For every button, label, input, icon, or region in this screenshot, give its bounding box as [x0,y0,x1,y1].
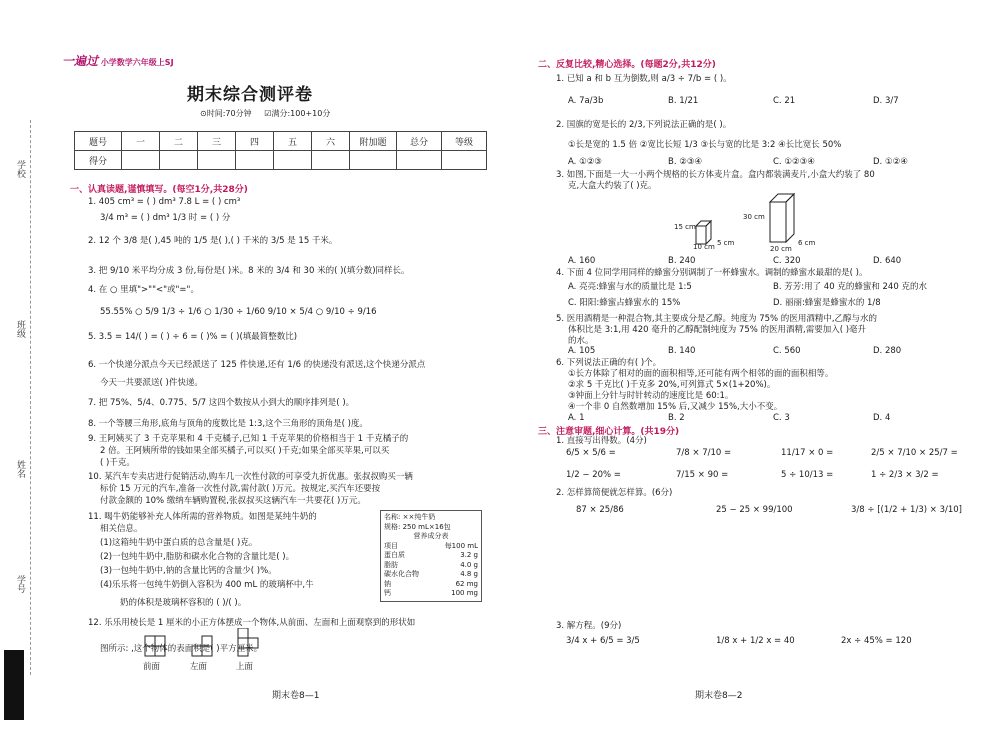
front-view-shape [145,636,165,656]
option-a[interactable]: A. 亮亮:蜂蜜与水的质量比是 1:5 [568,282,692,292]
question-11-4a: (4)乐乐将一包纯牛奶倒入容积为 400 mL 的玻璃杯中,牛 [100,580,314,590]
section-3-heading: 三、注意审题,细心计算。(共19分) [538,427,680,437]
choice-question-4: 4. 下面 4 位同学用同样的蜂蜜分别调制了一杯蜂蜜水。调制的蜂蜜水最甜的是( )。 [556,268,868,278]
statement-1: ①长方体除了相对的面的面积相等,还可能有两个相邻的面的面积相等。 [568,369,834,379]
nutrition-item: 脂肪 [384,560,398,569]
option-d[interactable]: D. 640 [873,256,902,266]
oral-calc-item: 6/5 × 5/6 = [566,448,616,458]
binding-number: 学号 [15,575,25,593]
question-11-3: (3)一包纯牛奶中,钠的含量比钙的含量少( )%。 [100,566,277,576]
section-1-heading: 一、认真读题,谨慎填写。(每空1分,共28分) [70,185,248,195]
question-7: 7. 把 75%、5/4、0.775、5/7 这四个数按从小到大的顺序排列是( )。 [88,398,355,408]
equation-item: 2x ÷ 45% = 120 [841,636,912,646]
score-cell[interactable] [198,151,236,170]
simplify-item: 3/8 ÷ [(1/2 + 1/3) × 3/10] [851,505,962,515]
equation-row [566,636,986,650]
binding-name: 姓名 [15,460,25,478]
nutrition-heading: 营养成分表 [413,532,449,540]
question-10a: 10. 某汽车专卖店进行促销活动,购车几一次性付款的可享受九折优惠。张叔叔购买一辆 [88,472,413,482]
choice-question-1: 1. 已知 a 和 b 互为倒数,则 a/3 ÷ 7/b = ( )。 [556,74,732,84]
simplify-item: 25 − 25 × 99/100 [716,505,793,515]
nutrition-item: 钙 [384,589,391,597]
oral-calc-item: 5 ÷ 10/13 = [781,470,834,480]
score-cell[interactable] [160,151,198,170]
question-10b: 标价 15 万元的汽车,准备一次性付款,需付款( )万元。按规定,买汽车还要按 [100,484,381,494]
score-table-header-row [75,132,487,151]
oral-calc-row-1 [566,448,966,462]
nutrition-value: 每100 mL [444,541,478,550]
option-b[interactable]: B. 芳芳:用了 40 克的蜂蜜和 240 克的水 [773,282,927,292]
option-b[interactable]: B. 2 [668,413,685,423]
choice-options-3 [568,256,948,268]
question-12a: 12. 乐乐用棱长是 1 厘米的小正方体摆成一个物体,从前面、左面和上面观察到的形状如 [88,618,416,628]
nutrition-row [384,551,478,561]
full-score: ☑满分:100+10分 [264,109,331,118]
section-2-heading: 二、反复比较,精心选择。(每题2分,共12分) [538,60,716,70]
view-label-left: 左面 [190,662,208,672]
option-a[interactable]: A. ①②③ [568,157,602,167]
brand-logo: 一遍过 [62,54,99,68]
question-3: 3. 把 9/10 米平均分成 3 份,每份是( )米。8 米的 3/4 和 30 米的( )(填分数)同样长。 [88,266,410,276]
question-11a: 11. 喝牛奶能够补充人体所需的营养物质。如图是某纯牛奶的 [88,512,317,522]
oral-calc-item: 11/17 × 0 = [781,448,834,458]
choice-options-2 [568,157,948,169]
option-c[interactable]: C. 阳阳:蜂蜜占蜂蜜水的 15% [568,298,681,308]
option-b[interactable]: B. ②③④ [668,157,703,167]
score-cell[interactable] [350,151,397,170]
question-4: 4. 在 ○ 里填">""<"或"="。 [88,285,199,295]
oral-calc-item: 7/15 × 90 = [676,470,729,480]
statement-4: ④一个非 0 自然数增加 15% 后,又减少 15%,大小不变。 [568,402,783,412]
score-header: 三 [198,132,236,151]
score-cell[interactable] [442,151,487,170]
option-d[interactable]: D. 丽丽:蜂蜜是蜂蜜水的 1/8 [773,298,881,308]
oral-calc-item: 7/8 × 7/10 = [676,448,732,458]
option-c[interactable]: C. 560 [773,346,801,356]
left-view-shape [192,636,212,656]
question-1b: 3/4 m³ = ( ) dm³ 1/3 时 = ( ) 分 [100,213,231,223]
question-9c: ( )千克。 [100,458,135,468]
box-label: 30 cm [743,213,765,221]
question-4-items: 55.55% ○ 5/9 1/3 ÷ 1/6 ○ 1/30 ÷ 1/60 9/10 × 5/4 ○ 9/10 ÷ 9/16 [100,307,377,317]
nutrition-item: 钠 [384,579,391,588]
score-cell[interactable] [122,151,160,170]
nutrition-row [384,542,478,552]
nutrition-value: 4.0 g [460,560,478,569]
score-header: 二 [160,132,198,151]
option-b[interactable]: B. 240 [668,256,696,266]
question-11b: 相关信息。 [100,524,143,534]
oral-calc-item: 2/5 × 7/10 × 25/7 = [871,448,958,458]
option-b[interactable]: B. 140 [668,346,696,356]
brand-header [62,52,174,69]
choice-question-2: 2. 国旗的宽是长的 2/3,下列说法正确的是( )。 [556,120,732,130]
option-a[interactable]: A. 1 [568,413,585,423]
nutrition-row [384,561,478,571]
question-10c: 付款金额的 10% 缴纳车辆购置税,张叔叔买这辆汽车一共要花( )万元。 [100,496,366,506]
nutrition-row [384,570,478,580]
question-11-4b: 奶的体积是玻璃杯容积的 ( )/( )。 [120,598,247,608]
statement-2: ②求 5 千克比( )千克多 20%,可列算式 5×(1+20%)。 [568,380,776,390]
box-label: 5 cm [717,239,735,247]
large-box-shape [770,194,794,242]
three-views-figure [140,628,280,668]
question-8: 8. 一个等腰三角形,底角与顶角的度数比是 1:3,这个三角形的顶角是( )度。 [88,419,368,429]
choice-question-5a: 5. 医用酒精是一种混合物,其主要成分是乙醇。纯度为 75% 的医用酒精中,乙醇与水的 [556,314,878,324]
score-header: 六 [312,132,350,151]
nutrition-row [384,580,478,590]
oral-calc-item: 1 ÷ 2/3 × 3/2 = [871,470,939,480]
view-label-top: 上面 [236,662,254,672]
binding-school: 学校 [15,160,25,178]
choice-options-5 [568,346,948,358]
option-a[interactable]: A. 7a/3b [568,96,604,106]
box-label: 10 cm [693,243,715,251]
page-footer-2: 期末卷8—2 [695,691,743,701]
equation-item: 3/4 x + 6/5 = 3/5 [566,636,640,646]
score-header: 五 [274,132,312,151]
option-d[interactable]: D. ①②④ [873,157,908,167]
page-footer-1: 期末卷8—1 [272,691,320,701]
page-title: 期末综合测评卷 [187,85,313,105]
nutrition-name: 名称: ××纯牛奶 [384,513,436,521]
simplify-row [576,505,976,519]
option-c[interactable]: C. ①②③④ [773,157,815,167]
statement-3: ③钟面上分针与时针转动的速度比是 60:1。 [568,391,734,401]
view-label-front: 前面 [143,662,161,672]
choice-question-5b: 体积比是 3:1,用 420 毫升的乙醇配制纯度为 75% 的医用酒精,需要加入( )毫升 [568,325,867,335]
question-9b: 2 倍。王阿姨所带的钱如果全部买橘子,可以买( )千克;如果全部买苹果,可以买 [100,446,390,456]
choice-options-4b [568,296,968,308]
calc-part-1-heading: 1. 直接写出得数。(4分) [556,436,647,446]
choice-question-2-statements: ①长是宽的 1.5 倍 ②宽比长短 1/3 ③长与宽的比是 3:2 ④长比宽长 50% [568,140,842,150]
nutrition-value: 4.8 g [460,570,478,578]
nutrition-spec: 规格: 250 mL×16包 [384,522,451,531]
option-c[interactable]: C. 21 [773,96,796,106]
score-header: 总分 [397,132,442,151]
option-b[interactable]: B. 1/21 [668,96,699,106]
brand-bar [4,650,24,720]
question-2: 2. 12 个 3/8 是( ),45 吨的 1/5 是( ),( ) 千米的 3/5 是 15 千米。 [88,236,338,246]
question-12b: 图所示: ,这个物体的表面积是( )平方厘米。 [100,644,263,654]
nutrition-value: 100 mg [451,589,478,597]
box-label: 15 cm [674,223,696,231]
score-row-label: 得分 [75,151,122,170]
binding-strip [0,0,40,735]
score-header: 附加题 [350,132,397,151]
exam-info [200,108,330,119]
time-limit: ⊙时间:70分钟 [200,109,252,118]
oral-calc-row-2 [566,470,966,484]
option-c[interactable]: C. 320 [773,256,801,266]
binding-class: 班级 [15,320,25,338]
nutrition-value: 62 mg [455,579,478,588]
equation-item: 1/8 x + 1/2 x = 40 [716,636,795,646]
option-a[interactable]: A. 105 [568,346,596,356]
brand-subtitle: 小学数学六年级上SJ [100,58,174,67]
score-cell[interactable] [274,151,312,170]
calc-part-2-heading: 2. 怎样算简便就怎样算。(6分) [556,488,673,498]
choice-question-6: 6. 下列说法正确的有( )个。 [556,358,662,368]
cut-line [30,120,31,675]
choice-question-3b: 克,大盒大约装了( )克。 [568,181,657,191]
option-d[interactable]: D. 280 [873,346,902,356]
choice-options-4a [568,280,968,292]
option-d[interactable]: D. 4 [873,413,891,423]
nutrition-item: 项目 [384,541,398,550]
right-page [500,0,1000,735]
box-label: 20 cm [770,245,792,253]
box-label: 6 cm [798,239,816,247]
score-cell[interactable] [312,151,350,170]
score-table [74,131,487,170]
question-11-1: (1)这箱纯牛奶中蛋白质的总含量是( )克。 [100,538,258,548]
question-6b: 今天一共要派送( )件快递。 [100,378,203,388]
score-header: 等级 [442,132,487,151]
top-view-shape [238,628,258,656]
question-5: 5. 3.5 = 14/( ) = ( ) ÷ 6 = ( )% = ( )(填最简整数比) [88,332,298,342]
question-1a: 1. 405 cm³ = ( ) dm³ 7.8 L = ( ) cm³ [88,197,241,207]
option-c[interactable]: C. 3 [773,413,790,423]
option-d[interactable]: D. 3/7 [873,96,899,106]
question-9a: 9. 王阿姨买了 3 千克苹果和 4 千克橘子,已知 1 千克苹果的价格相当于 1 千克橘子的 [88,434,409,444]
score-header: 四 [236,132,274,151]
nutrition-item: 蛋白质 [384,551,405,559]
question-6a: 6. 一个快递分派点今天已经派送了 125 件快递,还有 1/6 的快递没有派送,这个快递分派点 [88,360,426,370]
nutrition-label [380,510,482,602]
score-table-score-row [75,151,487,170]
option-a[interactable]: A. 160 [568,256,596,266]
score-cell[interactable] [236,151,274,170]
choice-question-5c: 的水。 [568,336,594,346]
score-header: 题号 [75,132,122,151]
calc-part-3-heading: 3. 解方程。(9分) [556,621,622,631]
choice-options-1 [568,96,948,108]
nutrition-item: 碳水化合物 [384,570,419,578]
small-box-shape [696,221,711,244]
oral-calc-item: 1/2 − 20% = [566,470,621,480]
nutrition-value: 3.2 g [460,551,478,559]
choice-question-3a: 3. 如图,下面是一大一小两个规格的长方体麦片盒。盒内都装满麦片,小盒大约装了 80 [556,170,875,180]
nutrition-row [384,589,478,599]
question-11-2: (2)一包纯牛奶中,脂肪和碳水化合物的含量比是( )。 [100,552,295,562]
score-header: 一 [122,132,160,151]
simplify-item: 87 × 25/86 [576,505,624,515]
score-cell[interactable] [397,151,442,170]
